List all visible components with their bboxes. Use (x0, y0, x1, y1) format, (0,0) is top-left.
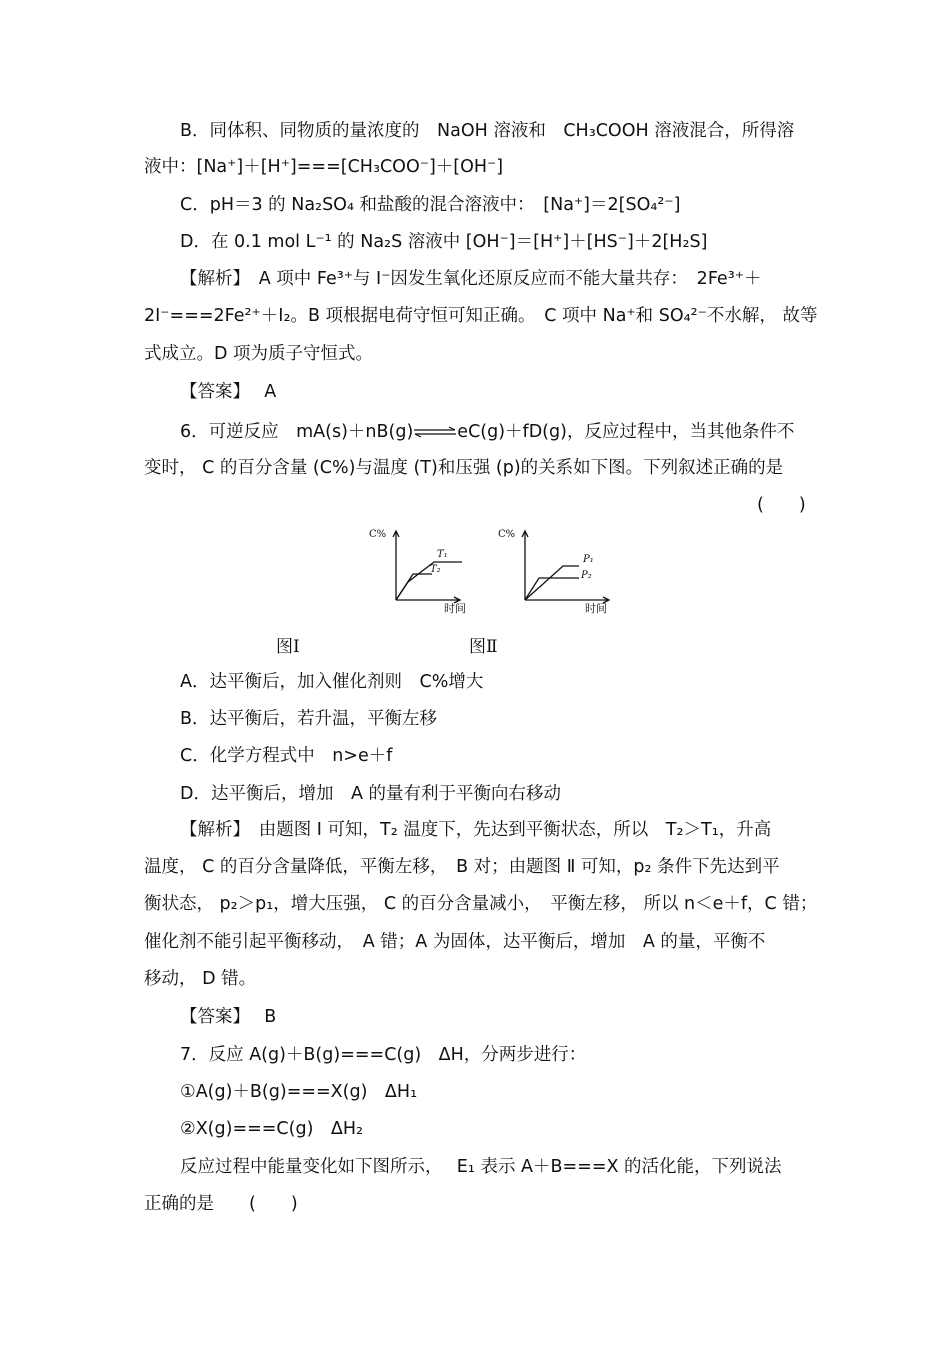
figure-2-curve-low-label: P₂ (581, 570, 592, 581)
figure-2-curve-high-label: P₁ (583, 554, 594, 565)
analysis-6-line-3: 衡状态， p₂＞p₁，增大压强， C 的百分含量减小， 平衡左移， 所以 n＜e＋f，C 错； (144, 894, 818, 914)
option-6d: D．达平衡后，增加 A 的量有利于平衡向右移动 (180, 784, 562, 804)
analysis-6-line-5: 移动， D 错。 (144, 969, 257, 989)
question-6-answer-blank: ( ) (757, 495, 806, 515)
curve-p2 (525, 578, 579, 600)
analysis-5-line-1: 【解析】 A 项中 Fe³⁺与 I⁻因发生氧化还原反应而不能大量共存： 2Fe³⁺＋ (180, 269, 762, 289)
question-6-reactants: 6．可逆反应 mA(s)＋nB(g) (180, 422, 414, 442)
figure-2-y-label: C% (498, 529, 516, 540)
figure-1-graph (368, 524, 468, 616)
option-c-line: C．pH＝3 的 Na₂SO₄ 和盐酸的混合溶液中： [Na⁺]＝2[SO₄²⁻] (180, 195, 681, 215)
analysis-5-line-2: 2I⁻===2Fe²⁺＋I₂。B 项根据电荷守恒可知正确。 C 项中 Na⁺和 SO₄²⁻不水解， 故等 (144, 306, 818, 326)
option-6a: A．达平衡后，加入催化剂则 C%增大 (180, 672, 484, 692)
option-6b: B．达平衡后，若升温，平衡左移 (180, 709, 438, 729)
figure-2-graph (497, 524, 617, 616)
question-7-step-1: ①A(g)＋B(g)===X(g) ΔH₁ (180, 1082, 418, 1102)
analysis-6-line-1: 【解析】 由题图 Ⅰ 可知，T₂ 温度下，先达到平衡状态，所以 T₂＞T₁，升高 (180, 820, 772, 840)
figure-1-curve-high-label: T₁ (437, 549, 448, 560)
equilibrium-arrow-icon (413, 426, 457, 438)
analysis-6-line-2: 温度， C 的百分含量降低，平衡左移， B 对；由题图 Ⅱ 可知，p₂ 条件下先达到平 (144, 857, 780, 877)
figure-1-curve-low-label: T₂ (430, 564, 441, 575)
figure-1-y-label: C% (369, 529, 387, 540)
question-6-line-1 (180, 420, 794, 444)
answer-6: 【答案】 B (180, 1007, 277, 1027)
curve-t2-upper (396, 562, 462, 600)
curve-p1 (525, 566, 579, 600)
question-7-line-5: 正确的是 ( ) (144, 1194, 298, 1214)
question-7-line-1: 7．反应 A(g)＋B(g)===C(g) ΔH，分两步进行： (180, 1045, 587, 1065)
figure-2-caption: 图Ⅱ (469, 637, 498, 657)
option-d-line: D．在 0.1 mol L⁻¹ 的 Na₂S 溶液中 [OH⁻]＝[H⁺]＋[HS⁻]＋2[H₂S] (180, 232, 708, 252)
answer-5: 【答案】 A (180, 382, 277, 402)
figure-2-x-label: 时间 (585, 602, 607, 615)
analysis-5-line-3: 式成立。D 项为质子守恒式。 (144, 344, 374, 364)
option-b-line-2: 液中：[Na⁺]＋[H⁺]===[CH₃COO⁻]＋[OH⁻] (144, 157, 504, 177)
analysis-6-line-4: 催化剂不能引起平衡移动， A 错；A 为固体，达平衡后，增加 A 的量，平衡不 (144, 932, 766, 952)
option-6c: C．化学方程式中 n>e＋f (180, 746, 393, 766)
option-b-line-1: B．同体积、同物质的量浓度的 NaOH 溶液和 CH₃COOH 溶液混合，所得溶 (180, 121, 795, 141)
question-6-products: eC(g)＋fD(g)，反应过程中，当其他条件不 (457, 422, 795, 442)
question-6-line-2: 变时， C 的百分含量 (C%)与温度 (T)和压强 (p)的关系如下图。下列叙述正确的是 (144, 458, 784, 478)
figure-1-x-label: 时间 (444, 602, 466, 615)
question-7-line-4: 反应过程中能量变化如下图所示， E₁ 表示 A＋B===X 的活化能，下列说法 (180, 1157, 782, 1177)
figure-1-caption: 图Ⅰ (276, 637, 300, 657)
question-7-step-2: ②X(g)===C(g) ΔH₂ (180, 1119, 364, 1139)
